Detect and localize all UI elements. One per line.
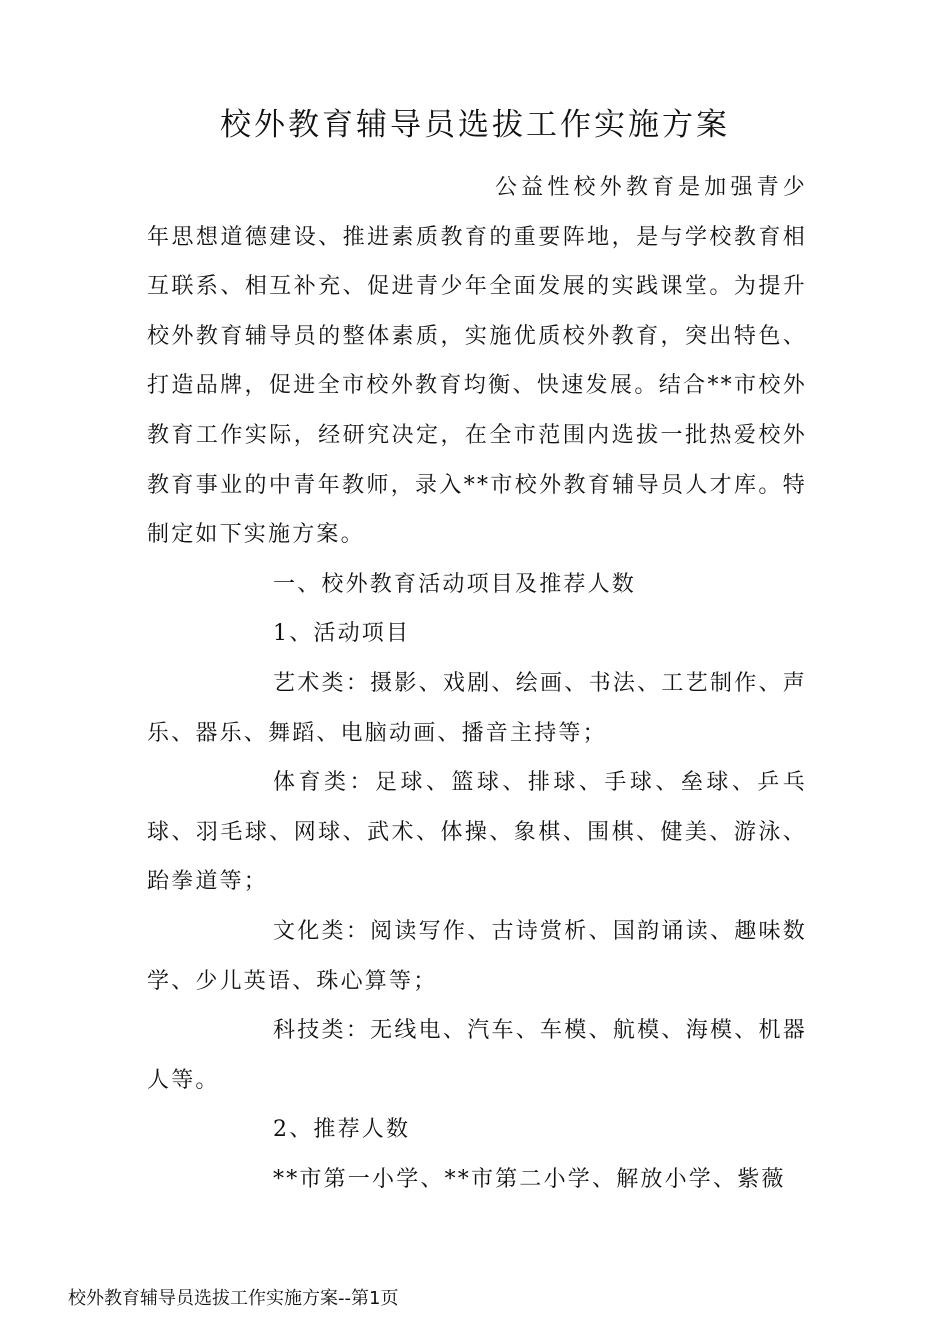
document-body (147, 163, 807, 1204)
page-footer: 校外教育辅导员选拔工作实施方案--第1页 (68, 1288, 399, 1309)
culture-category-paragraph: 文化类：阅读写作、古诗赏析、国韵诵读、趣味数学、少儿英语、珠心算等； (147, 918, 807, 994)
arts-category-paragraph: 艺术类：摄影、戏剧、绘画、书法、工艺制作、声乐、器乐、舞蹈、电脑动画、播音主持等； (147, 670, 807, 746)
subsection-heading-activities: 1、活动项目 (273, 621, 411, 647)
tech-category-paragraph: 科技类：无线电、汽车、车模、航模、海模、机器人等。 (147, 1018, 807, 1093)
recommended-schools-paragraph: **市第一小学、**市第二小学、解放小学、紫薇 (273, 1166, 786, 1192)
document-title: 校外教育辅导员选拔工作实施方案 (220, 107, 730, 143)
intro-paragraph: 公益性校外教育是加强青少年思想道德建设、推进素质教育的重要阵地，是与学校教育相互联系、相互补充、促进青少年全面发展的实践课堂。为提升校外教育辅导员的整体素质，实施优质校外教育，突出特色、打造品牌，促进全市校外教育均衡、快速发展。结合**市校外教育工作实际，经研究决定，在全市范围内选拔一批热爱校外教育事业的中青年教师，录入**市校外教育辅导员人才库。特制定如下实施方案。 (147, 175, 807, 548)
sports-category-paragraph: 体育类：足球、篮球、排球、手球、垒球、乒乓球、羽毛球、网球、武术、体操、象棋、围棋、健美、游泳、跆拳道等； (147, 770, 807, 895)
section-heading-1: 一、校外教育活动项目及推荐人数 (273, 571, 637, 597)
subsection-heading-recommended: 2、推荐人数 (273, 1117, 411, 1143)
